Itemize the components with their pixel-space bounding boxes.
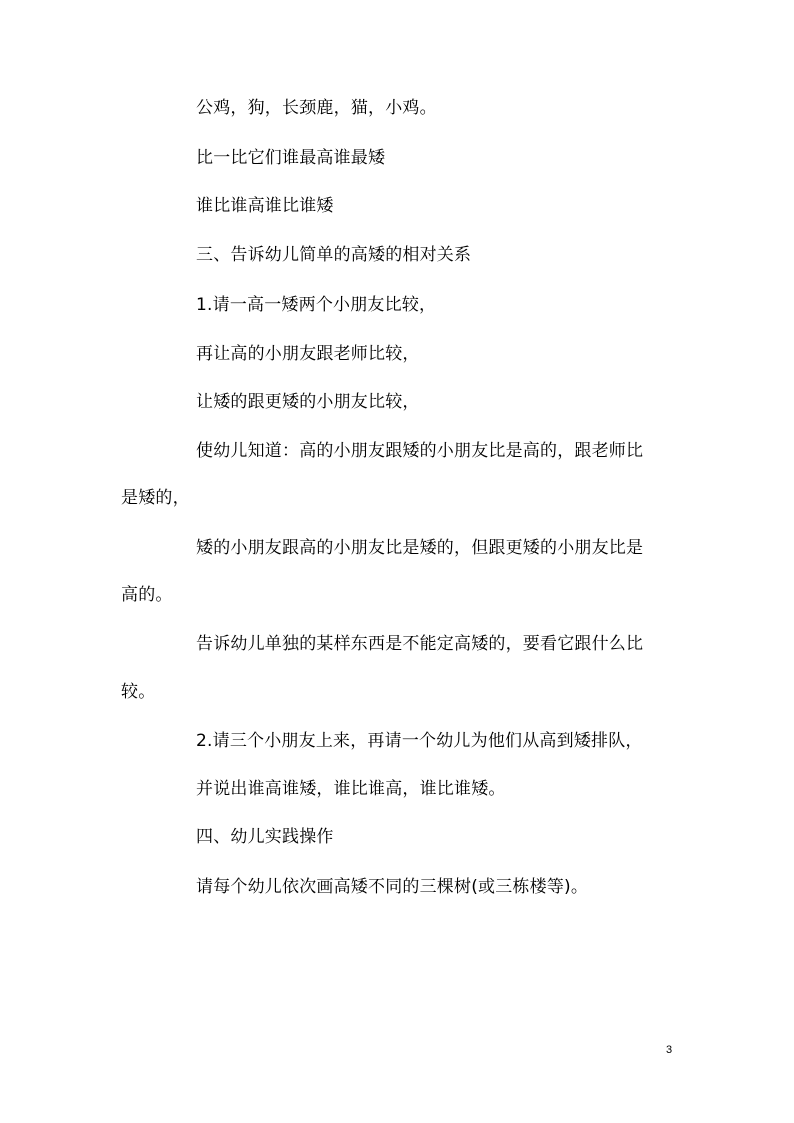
text-line-who-taller: 谁比谁高谁比谁矮: [196, 196, 334, 216]
section-heading-4: 四、幼儿实践操作: [196, 827, 334, 847]
section-heading-3: 三、告诉幼儿简单的高矮的相对关系: [196, 245, 472, 265]
text-line-practice: 请每个幼儿依次画高矮不同的三棵树(或三栋楼等)。: [196, 877, 589, 897]
text-line-explain-2-cont: 高的。: [121, 585, 173, 605]
text-line-explain-3-cont: 较。: [121, 682, 156, 702]
text-line-explain-1: 使幼儿知道：高的小朋友跟矮的小朋友比是高的，跟老师比: [196, 441, 644, 461]
text-line-compare-tallest: 比一比它们谁最高谁最矮: [196, 148, 386, 168]
page-number: 3: [666, 1044, 673, 1056]
text-line-step-2-cont: 并说出谁高谁矮，谁比谁高，谁比谁矮。: [196, 779, 506, 799]
text-line-explain-3: 告诉幼儿单独的某样东西是不能定高矮的，要看它跟什么比: [196, 634, 644, 654]
text-line-animals: 公鸡，狗，长颈鹿，猫，小鸡。: [196, 98, 437, 118]
text-line-step-2: 2.请三个小朋友上来，再请一个幼儿为他们从高到矮排队，: [196, 731, 643, 751]
text-line-step-1: 1.请一高一矮两个小朋友比较，: [196, 295, 437, 315]
text-line-shorter-compare: 让矮的跟更矮的小朋友比较，: [196, 392, 420, 412]
text-line-explain-1-cont: 是矮的，: [121, 488, 190, 508]
text-line-explain-2: 矮的小朋友跟高的小朋友比是矮的，但跟更矮的小朋友比是: [196, 538, 644, 558]
text-line-teacher-compare: 再让高的小朋友跟老师比较，: [196, 344, 420, 364]
